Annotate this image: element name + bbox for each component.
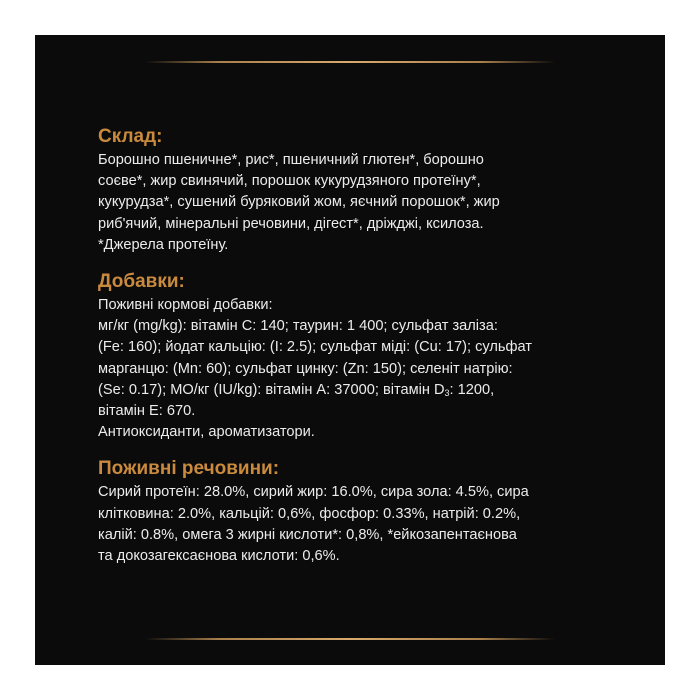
additives-line: Поживні кормові добавки: (98, 297, 273, 314)
nutrients-line: калій: 0.8%, омега 3 жирні кислоти*: 0,8%, *ейкозапентаєнова (98, 526, 517, 543)
bottom-gold-divider (145, 638, 555, 640)
additives-line: (Fe: 160); йодат кальцію: (I: 2.5); сульфат міді: (Cu: 17); сульфат (98, 339, 532, 356)
nutrients-line: та докозагексаєнова кислоти: 0,6%. (98, 548, 340, 565)
ingredients-panel (35, 35, 665, 665)
composition-line: Борошно пшеничне*, рис*, пшеничний глютен*, борошно (98, 152, 484, 168)
vitamin-d-value: : 1200, (449, 381, 495, 398)
composition-line: *Джерела протеїну. (98, 236, 229, 253)
top-gold-divider (145, 61, 555, 63)
additives-heading: Добавки: (98, 271, 185, 293)
vitamin-d-text: (Se: 0.17); МО/кг (IU/kg): вітамін А: 37000; вітамін D (98, 381, 445, 398)
composition-line: кукурудза*, сушений буряковий жом, яєчний порошок*, жир (98, 194, 500, 211)
nutrients-line: клітковина: 2.0%, кальцій: 0,6%, фосфор: 0.33%, натрій: 0.2%, (98, 505, 521, 522)
nutrients-heading: Поживні речовини: (98, 458, 280, 480)
composition-text (98, 150, 618, 256)
additives-line: мг/кг (mg/kg): вітамін С: 140; таурин: 1 400; сульфат заліза: (98, 318, 498, 335)
nutrients-text (98, 482, 618, 567)
composition-line: риб'ячий, мінеральні речовини, дігест*, дріжджі, ксилоза. (98, 215, 484, 232)
additives-line: вітамін Е: 670. (98, 403, 196, 420)
nutrients-line: Сирий протеїн: 28.0%, сирий жир: 16.0%, сира зола: 4.5%, сира (98, 484, 529, 501)
composition-line: соєве*, жир свинячий, порошок кукурудзяного протеїну*, (98, 173, 481, 190)
composition-heading: Склад: (98, 126, 163, 147)
additives-text (98, 295, 618, 443)
vitamin-d-subscript: 3 (444, 387, 450, 398)
composition-section (98, 125, 618, 256)
additives-line-vitamin-d (98, 380, 618, 401)
additives-section (98, 270, 618, 443)
nutrients-section (98, 457, 618, 567)
additives-line: марганцю: (Mn: 60); сульфат цинку: (Zn: 150); селеніт натрію: (98, 360, 513, 377)
content-block (98, 125, 618, 567)
additives-line: Антиоксиданти, ароматизатори. (98, 424, 315, 441)
